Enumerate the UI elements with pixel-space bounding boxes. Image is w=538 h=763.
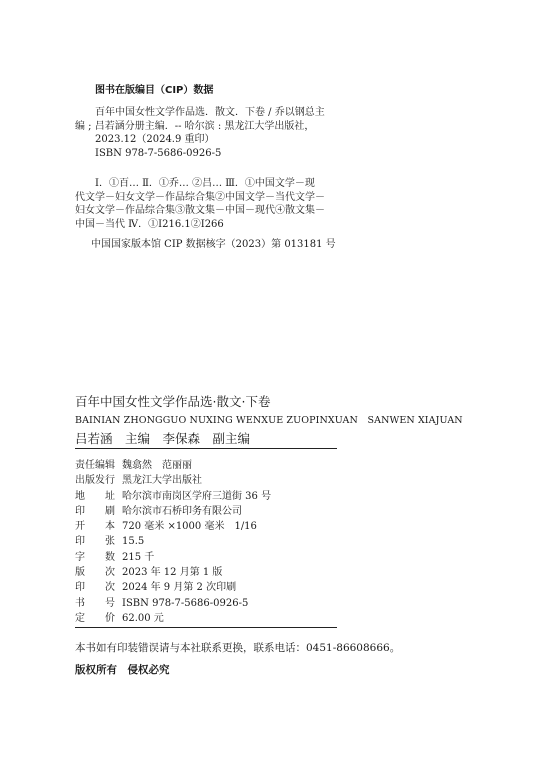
- detail-value: 2024 年 9 月第 2 次印刷: [122, 582, 237, 594]
- detail-value: 720 毫米 ×1000 毫米 1/16: [122, 521, 257, 533]
- detail-label: 印 张: [75, 536, 115, 548]
- cip-class-line: 妇女文学－作品综合集③散文集－中国－现代④散文集－: [75, 205, 325, 217]
- book-info: [75, 392, 515, 447]
- detail-row: [75, 458, 271, 473]
- detail-label: 出版发行: [75, 475, 115, 487]
- detail-label: 印 次: [75, 582, 115, 594]
- printing-error-notice: 本书如有印装错误请与本社联系更换，联系电话：0451-86608666。: [75, 642, 401, 654]
- book-title: 百年中国女性文学作品选·散文·下卷: [75, 394, 271, 409]
- cip-class-line: 代文学－妇女文学－作品综合集②中国文学－当代文学－: [75, 191, 325, 203]
- cip-record: [75, 106, 355, 160]
- detail-label: 印 刷: [75, 505, 115, 517]
- detail-value: 哈尔滨市石桥印务有限公司: [122, 505, 242, 517]
- detail-value: 215 千: [122, 551, 155, 563]
- detail-row: [75, 504, 271, 519]
- detail-label: 开 本: [75, 521, 115, 533]
- detail-row: [75, 473, 271, 488]
- cip-number: 中国国家版本馆 CIP 数据核字（2023）第 013181 号: [91, 239, 336, 250]
- publication-details: [75, 458, 271, 626]
- rights-statement: 版权所有 侵权必究: [75, 664, 170, 676]
- detail-row: [75, 519, 271, 534]
- cip-classification: [75, 177, 355, 231]
- cip-class-line: 中国－当代 Ⅳ．①I216.1②I266: [75, 218, 224, 230]
- detail-label: 责任编辑: [75, 460, 115, 471]
- cip-record-line: ISBN 978-7-5686-0926-5: [95, 147, 222, 159]
- detail-label: 版 次: [75, 567, 115, 579]
- detail-row: [75, 534, 271, 549]
- detail-value: 魏翕然 范丽丽: [122, 460, 192, 471]
- detail-row: [75, 596, 271, 611]
- cip-record-line: 2023.12（2024.9 重印）: [95, 134, 215, 146]
- book-pinyin-title: BAINIAN ZHONGGUO NUXING WENXUE ZUOPINXUAN SANWEN XIAJUAN: [75, 415, 463, 426]
- detail-value: 62.00 元: [122, 612, 164, 624]
- detail-row: [75, 580, 271, 595]
- detail-value: 2023 年 12 月第 1 版: [122, 567, 223, 579]
- detail-label: 地 址: [75, 490, 115, 502]
- divider-bottom: [75, 627, 337, 628]
- cip-record-line: 编 ; 吕若涵分册主编．-- 哈尔滨 : 黑龙江大学出版社，: [75, 120, 315, 132]
- detail-label: 书 号: [75, 597, 115, 609]
- detail-value: 哈尔滨市南岗区学府三道街 36 号: [122, 490, 272, 502]
- detail-label: 字 数: [75, 551, 115, 563]
- cip-heading: 图书在版编目（CIP）数据: [95, 85, 214, 96]
- cip-record-line: 百年中国女性文学作品选．散文．下卷 / 乔以钢总主: [95, 107, 325, 118]
- book-authors: 吕若涵 主编 李保森 副主编: [75, 431, 251, 446]
- detail-label: 定 价: [75, 612, 115, 624]
- detail-row: [75, 611, 271, 626]
- detail-row: [75, 565, 271, 580]
- detail-row: [75, 550, 271, 565]
- detail-value: ISBN 978-7-5686-0926-5: [122, 597, 249, 609]
- detail-value: 黑龙江大学出版社: [122, 475, 202, 487]
- divider-top: [75, 448, 337, 449]
- cip-class-line: Ⅰ．①百… Ⅱ．①乔… ②吕… Ⅲ．①中国文学－现: [95, 178, 315, 189]
- detail-row: [75, 489, 271, 504]
- detail-value: 15.5: [122, 536, 145, 548]
